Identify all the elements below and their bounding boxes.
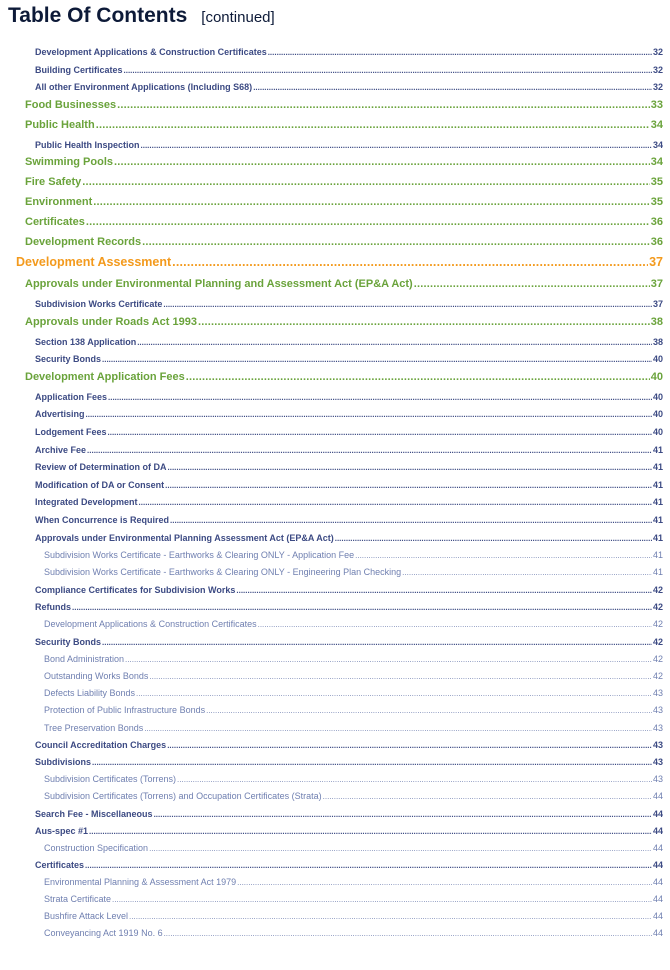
toc-entry[interactable] bbox=[0, 892, 663, 904]
toc-entry-title: Review of Determination of DA bbox=[35, 462, 167, 472]
toc-entry-page: 36 bbox=[650, 236, 663, 248]
toc-entry-title: Approvals under Roads Act 1993 bbox=[25, 316, 197, 328]
toc-entry-page: 41 bbox=[652, 462, 663, 472]
dot-leader bbox=[402, 567, 652, 577]
toc-entry-title: Tree Preservation Bonds bbox=[44, 723, 144, 733]
toc-entry-title: Integrated Development bbox=[35, 497, 138, 507]
toc-entry[interactable] bbox=[0, 858, 663, 870]
toc-entry-page: 43 bbox=[652, 774, 663, 784]
toc-entry-title: Approvals under Environmental Planning and Assessment Act (EP&A Act) bbox=[25, 278, 413, 290]
toc-entry-page: 44 bbox=[652, 809, 663, 819]
toc-entry-page: 40 bbox=[652, 392, 663, 402]
toc-entry-page: 42 bbox=[652, 602, 663, 612]
toc-entry-page: 34 bbox=[652, 140, 663, 150]
toc-entry-page: 44 bbox=[652, 877, 663, 887]
toc-entry[interactable] bbox=[0, 254, 663, 270]
toc-entry-page: 43 bbox=[652, 688, 663, 698]
toc-entry[interactable] bbox=[0, 841, 663, 853]
toc-entry-page: 44 bbox=[652, 911, 663, 921]
toc-entry-page: 37 bbox=[650, 278, 663, 290]
toc-entry-title: Subdivision Certificates (Torrens) bbox=[44, 774, 177, 784]
toc-entry-page: 44 bbox=[652, 894, 663, 904]
dot-leader bbox=[258, 619, 652, 629]
toc-entry-title: Section 138 Application bbox=[35, 337, 137, 347]
toc-entry[interactable] bbox=[0, 721, 663, 733]
toc-entry-page: 37 bbox=[649, 255, 663, 269]
toc-entry-title: Swimming Pools bbox=[25, 156, 114, 168]
toc-entry[interactable] bbox=[0, 460, 663, 472]
toc-entry-page: 44 bbox=[652, 791, 663, 801]
toc-entry-title: Subdivision Certificates (Torrens) and Occupation Certificates (Strata) bbox=[44, 791, 322, 801]
dot-leader bbox=[149, 671, 652, 681]
toc-entry-page: 41 bbox=[652, 515, 663, 525]
toc-entry[interactable] bbox=[0, 276, 663, 290]
toc-entry-page: 35 bbox=[650, 176, 663, 188]
toc-entry[interactable] bbox=[0, 174, 663, 188]
toc-entry[interactable] bbox=[0, 875, 663, 887]
toc-entry[interactable] bbox=[0, 635, 663, 647]
toc-entry[interactable] bbox=[0, 807, 663, 819]
dot-leader bbox=[72, 602, 652, 612]
toc-entry[interactable] bbox=[0, 138, 663, 150]
toc-entry-page: 32 bbox=[652, 82, 663, 92]
toc-entry[interactable] bbox=[0, 548, 663, 560]
toc-entry-page: 41 bbox=[652, 550, 663, 560]
toc-entry-title: Outstanding Works Bonds bbox=[44, 671, 149, 681]
dot-leader bbox=[154, 809, 652, 819]
toc-entry-page: 43 bbox=[652, 705, 663, 715]
toc-entry-page: 32 bbox=[652, 47, 663, 57]
toc-entry-title: Development Application Fees bbox=[25, 371, 185, 383]
toc-entry-title: Building Certificates bbox=[35, 65, 123, 75]
toc-entry[interactable] bbox=[0, 531, 663, 543]
toc-entry[interactable] bbox=[0, 652, 663, 664]
toc-entry[interactable] bbox=[0, 352, 663, 364]
toc-entry[interactable] bbox=[0, 669, 663, 681]
toc-entry[interactable] bbox=[0, 80, 663, 92]
toc-entry[interactable] bbox=[0, 478, 663, 490]
page-subtitle: [continued] bbox=[201, 9, 275, 26]
toc-entry-title: Bushfire Attack Level bbox=[44, 911, 129, 921]
toc-entry[interactable] bbox=[0, 738, 663, 750]
dot-leader bbox=[163, 299, 652, 309]
toc-entry-page: 43 bbox=[652, 757, 663, 767]
toc-entry-page: 41 bbox=[652, 497, 663, 507]
toc-entry[interactable] bbox=[0, 583, 663, 595]
toc-entry[interactable] bbox=[0, 63, 663, 75]
dot-leader bbox=[102, 354, 652, 364]
dot-leader bbox=[164, 928, 652, 938]
toc-entry-page: 40 bbox=[650, 371, 663, 383]
toc-entry-title: Public Health Inspection bbox=[35, 140, 140, 150]
toc-entry-page: 42 bbox=[652, 619, 663, 629]
toc-entry-title: Conveyancing Act 1919 No. 6 bbox=[44, 928, 163, 938]
toc-entry-title: Development Records bbox=[25, 236, 142, 248]
toc-entry[interactable] bbox=[0, 565, 663, 577]
toc-entry-page: 42 bbox=[652, 637, 663, 647]
toc-entry-page: 44 bbox=[652, 860, 663, 870]
toc-entry-page: 34 bbox=[650, 156, 663, 168]
dot-leader bbox=[236, 585, 652, 595]
toc-entry-title: Archive Fee bbox=[35, 445, 87, 455]
dot-leader bbox=[108, 392, 652, 402]
dot-leader bbox=[141, 140, 652, 150]
toc-entry-page: 43 bbox=[652, 723, 663, 733]
toc-entry[interactable] bbox=[0, 407, 663, 419]
toc-entry-page: 40 bbox=[652, 427, 663, 437]
dot-leader bbox=[355, 550, 652, 560]
toc-entry-title: Modification of DA or Consent bbox=[35, 480, 165, 490]
dot-leader bbox=[177, 774, 652, 784]
dot-leader bbox=[142, 236, 650, 248]
dot-leader bbox=[86, 216, 650, 228]
toc-entry[interactable] bbox=[0, 443, 663, 455]
dot-leader bbox=[186, 371, 650, 383]
toc-entry-title: Refunds bbox=[35, 602, 71, 612]
toc-entry[interactable] bbox=[0, 513, 663, 525]
toc-entry[interactable] bbox=[0, 703, 663, 715]
toc-entry[interactable] bbox=[0, 909, 663, 921]
toc-entry[interactable] bbox=[0, 45, 663, 57]
dot-leader bbox=[92, 757, 652, 767]
dot-leader bbox=[85, 860, 652, 870]
toc-entry-title: Security Bonds bbox=[35, 354, 102, 364]
dot-leader bbox=[167, 740, 652, 750]
toc-entry[interactable] bbox=[0, 495, 663, 507]
toc-entry-title: Food Businesses bbox=[25, 99, 117, 111]
toc-entry-page: 44 bbox=[652, 928, 663, 938]
toc-entry-title: Bond Administration bbox=[44, 654, 125, 664]
toc-entry-title: Approvals under Environmental Planning Assessment Act (EP&A Act) bbox=[35, 533, 334, 543]
toc-entry-title: Fire Safety bbox=[25, 176, 82, 188]
toc-entry[interactable] bbox=[0, 686, 663, 698]
dot-leader bbox=[237, 877, 652, 887]
dot-leader bbox=[323, 791, 652, 801]
toc-entry[interactable] bbox=[0, 617, 663, 629]
toc-entry-page: 42 bbox=[652, 654, 663, 664]
dot-leader bbox=[168, 462, 652, 472]
dot-leader bbox=[96, 119, 650, 131]
toc-entry[interactable] bbox=[0, 297, 663, 309]
toc-entry-page: 40 bbox=[652, 354, 663, 364]
toc-entry-page: 32 bbox=[652, 65, 663, 75]
toc-entry[interactable] bbox=[0, 600, 663, 612]
toc-entry-title: Lodgement Fees bbox=[35, 427, 107, 437]
toc-entry-page: 37 bbox=[652, 299, 663, 309]
dot-leader bbox=[198, 316, 650, 328]
toc-entry-title: Compliance Certificates for Subdivision Works bbox=[35, 585, 236, 595]
toc-entry-title: All other Environment Applications (Including S68) bbox=[35, 82, 253, 92]
dot-leader bbox=[253, 82, 652, 92]
toc-entry-page: 41 bbox=[652, 533, 663, 543]
toc-entry-title: Strata Certificate bbox=[44, 894, 112, 904]
toc-entry-page: 43 bbox=[652, 740, 663, 750]
dot-leader bbox=[125, 654, 652, 664]
dot-leader bbox=[114, 156, 650, 168]
dot-leader bbox=[89, 826, 652, 836]
dot-leader bbox=[108, 427, 652, 437]
toc-entry[interactable] bbox=[0, 194, 663, 208]
toc-entry[interactable] bbox=[0, 369, 663, 383]
dot-leader bbox=[137, 337, 652, 347]
toc-entry-title: Search Fee - Miscellaneous bbox=[35, 809, 153, 819]
toc-entry-page: 38 bbox=[650, 316, 663, 328]
dot-leader bbox=[206, 705, 652, 715]
toc-entry-page: 44 bbox=[652, 826, 663, 836]
toc-entry-title: Council Accreditation Charges bbox=[35, 740, 167, 750]
page-title: Table Of Contents bbox=[8, 4, 188, 27]
toc-entry[interactable] bbox=[0, 117, 663, 131]
toc-entry[interactable] bbox=[0, 926, 663, 938]
dot-leader bbox=[129, 911, 652, 921]
toc-entry-title: Development Assessment bbox=[16, 255, 172, 269]
toc-entry[interactable] bbox=[0, 214, 663, 228]
toc-entry[interactable] bbox=[0, 755, 663, 767]
toc-entry-title: Defects Liability Bonds bbox=[44, 688, 136, 698]
toc-entry-title: Subdivision Works Certificate - Earthworks & Clearing ONLY - Application Fee bbox=[44, 550, 355, 560]
dot-leader bbox=[268, 47, 652, 57]
dot-leader bbox=[139, 497, 652, 507]
toc-entry-title: Application Fees bbox=[35, 392, 108, 402]
toc-entry-title: Development Applications & Construction Certificates bbox=[44, 619, 257, 629]
toc-entry-title: Environmental Planning & Assessment Act 1979 bbox=[44, 877, 237, 887]
dot-leader bbox=[149, 843, 652, 853]
toc-entry-title: Subdivision Works Certificate - Earthworks & Clearing ONLY - Engineering Plan Checking bbox=[44, 567, 402, 577]
dot-leader bbox=[82, 176, 650, 188]
dot-leader bbox=[93, 196, 650, 208]
dot-leader bbox=[112, 894, 652, 904]
dot-leader bbox=[414, 278, 650, 290]
toc-entry[interactable] bbox=[0, 335, 663, 347]
toc-entry-title: Subdivisions bbox=[35, 757, 92, 767]
toc-entry-page: 41 bbox=[652, 445, 663, 455]
toc-entry[interactable] bbox=[0, 425, 663, 437]
toc-entry[interactable] bbox=[0, 234, 663, 248]
dot-leader bbox=[86, 409, 652, 419]
toc-entry-title: Certificates bbox=[35, 860, 85, 870]
toc-entry[interactable] bbox=[0, 97, 663, 111]
toc-entry-page: 42 bbox=[652, 585, 663, 595]
dot-leader bbox=[124, 65, 652, 75]
toc-entry[interactable] bbox=[0, 154, 663, 168]
toc-entry-page: 36 bbox=[650, 216, 663, 228]
toc-entry-page: 34 bbox=[650, 119, 663, 131]
toc-entry-page: 35 bbox=[650, 196, 663, 208]
toc-entry-title: Construction Specification bbox=[44, 843, 149, 853]
toc-entry-page: 41 bbox=[652, 480, 663, 490]
toc-entry[interactable] bbox=[0, 390, 663, 402]
toc-entry-title: Public Health bbox=[25, 119, 95, 131]
toc-entry-title: Advertising bbox=[35, 409, 85, 419]
toc-entry[interactable] bbox=[0, 789, 663, 801]
toc-entry[interactable] bbox=[0, 772, 663, 784]
toc-entry-page: 40 bbox=[652, 409, 663, 419]
toc-entry-title: Development Applications & Construction Certificates bbox=[35, 47, 267, 57]
toc-entry-page: 44 bbox=[652, 843, 663, 853]
toc-entry-title: Subdivision Works Certificate bbox=[35, 299, 163, 309]
dot-leader bbox=[335, 533, 652, 543]
toc-entry-page: 42 bbox=[652, 671, 663, 681]
toc-entry-title: Protection of Public Infrastructure Bonds bbox=[44, 705, 206, 715]
toc-entry-title: Security Bonds bbox=[35, 637, 102, 647]
dot-leader bbox=[172, 255, 648, 269]
dot-leader bbox=[117, 99, 650, 111]
dot-leader bbox=[102, 637, 652, 647]
dot-leader bbox=[144, 723, 652, 733]
dot-leader bbox=[136, 688, 652, 698]
toc-entry-title: Certificates bbox=[25, 216, 85, 228]
dot-leader bbox=[165, 480, 652, 490]
toc-entry-title: When Concurrence is Required bbox=[35, 515, 170, 525]
dot-leader bbox=[170, 515, 652, 525]
toc-entry[interactable] bbox=[0, 824, 663, 836]
toc-entry-page: 41 bbox=[652, 567, 663, 577]
toc-entry-title: Aus-spec #1 bbox=[35, 826, 89, 836]
toc-entry-page: 33 bbox=[650, 99, 663, 111]
toc-entry-page: 38 bbox=[652, 337, 663, 347]
toc-entry-title: Environment bbox=[25, 196, 93, 208]
toc-entry[interactable] bbox=[0, 314, 663, 328]
dot-leader bbox=[87, 445, 652, 455]
